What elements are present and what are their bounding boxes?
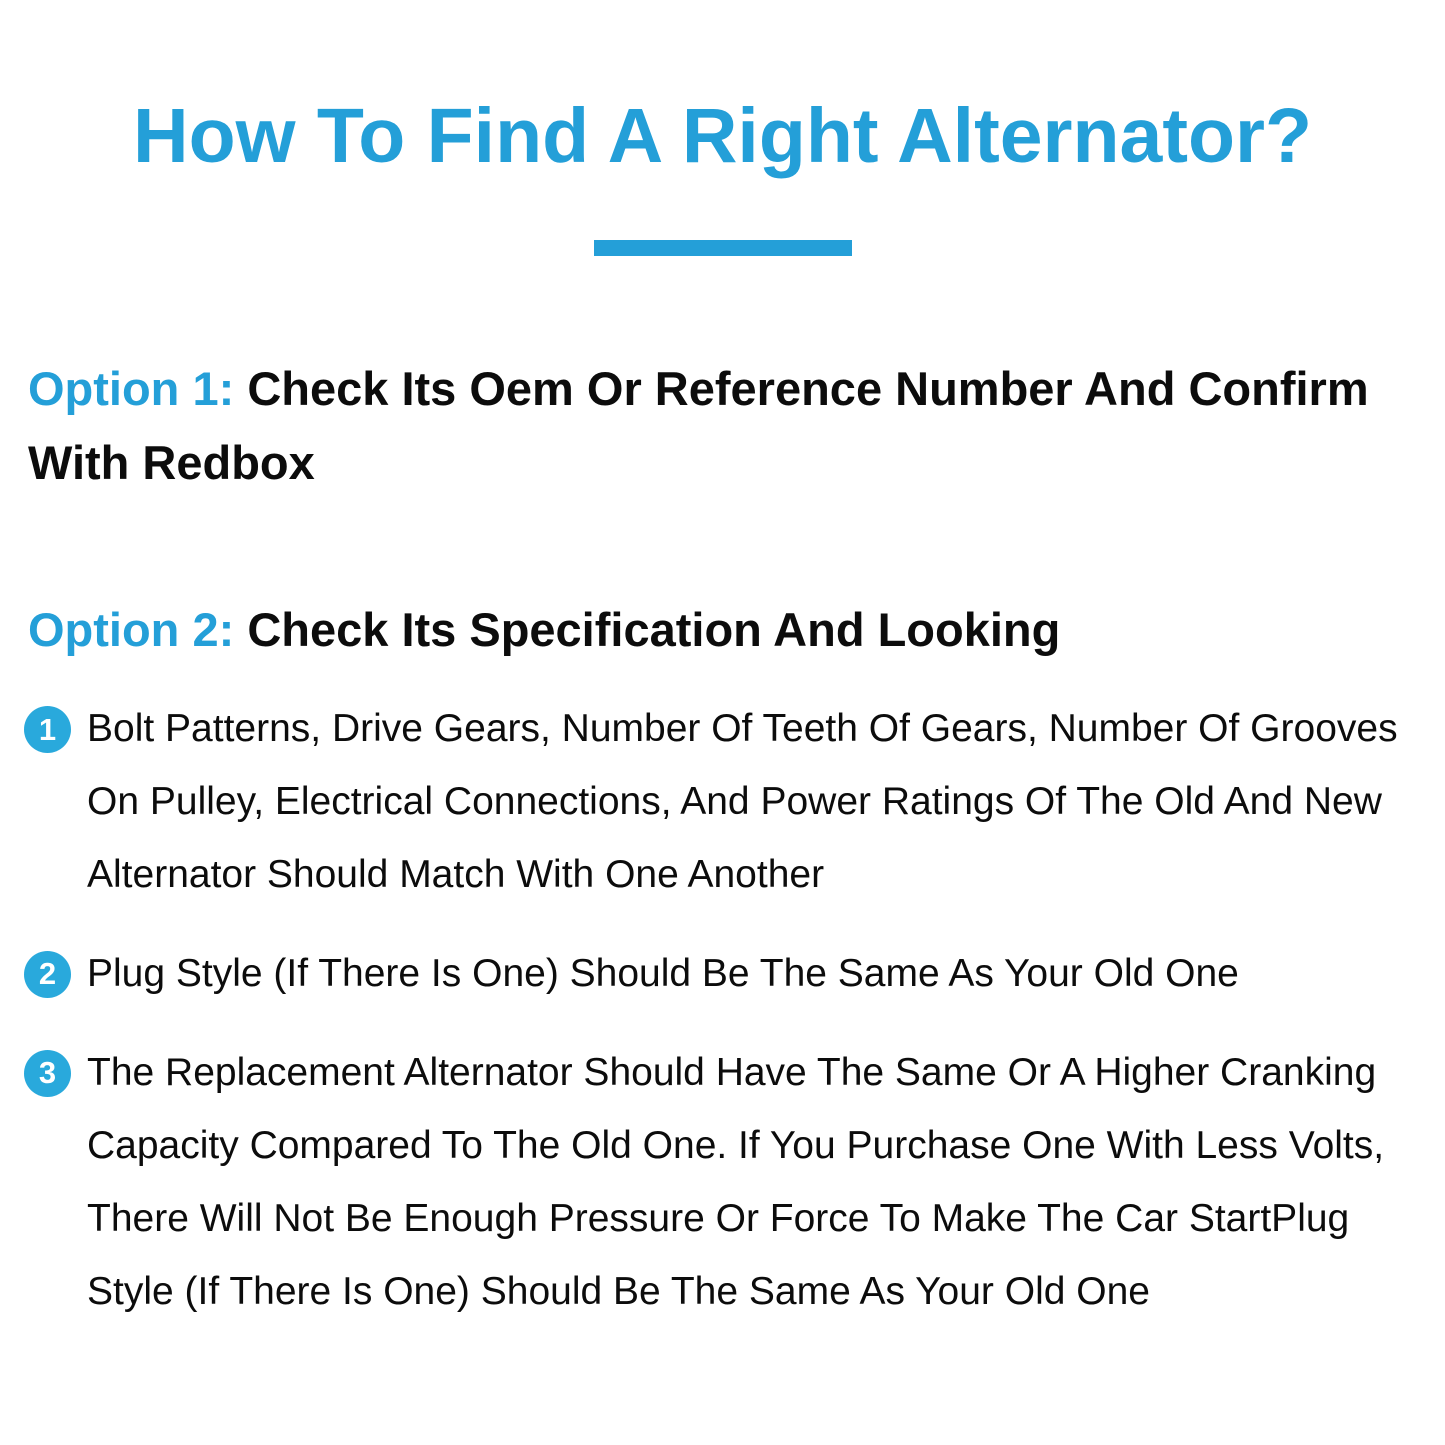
list-item bbox=[28, 693, 1417, 912]
step-1-number-icon: 1 bbox=[24, 706, 71, 753]
step-3-text: The Replacement Alternator Should Have The Same Or A Higher Cranking Capacity Compared To The Old One. If You Purchase One With Less Volts, There Will Not Be Enough Pressure Or Force To Make The Car StartPlug Style (If There Is One) Should Be The Same As Your Old One bbox=[87, 1050, 1385, 1313]
list-item bbox=[28, 938, 1417, 1011]
option-2-heading bbox=[28, 593, 1417, 667]
option-2-text: Check Its Specification And Looking bbox=[247, 603, 1061, 657]
list-item bbox=[28, 1037, 1417, 1329]
option-1-text: Check Its Oem Or Reference Number And Confirm With Redbox bbox=[28, 361, 1369, 489]
step-1-text: Bolt Patterns, Drive Gears, Number Of Teeth Of Gears, Number Of Grooves On Pulley, Electrical Connections, And Power Ratings Of The Old And New Alternator Should Match With One Another bbox=[87, 707, 1398, 897]
option-1-label: Option 1: bbox=[28, 361, 235, 415]
step-2-text: Plug Style (If There Is One) Should Be The Same As Your Old One bbox=[87, 951, 1239, 995]
steps-list bbox=[28, 693, 1417, 1328]
step-2-number-icon: 2 bbox=[24, 951, 71, 998]
option-1-heading bbox=[28, 352, 1417, 500]
option-2-label: Option 2: bbox=[28, 603, 235, 657]
page-title: How To Find A Right Alternator? bbox=[132, 93, 1313, 179]
step-3-number-icon: 3 bbox=[24, 1050, 71, 1097]
title-divider bbox=[594, 240, 852, 256]
